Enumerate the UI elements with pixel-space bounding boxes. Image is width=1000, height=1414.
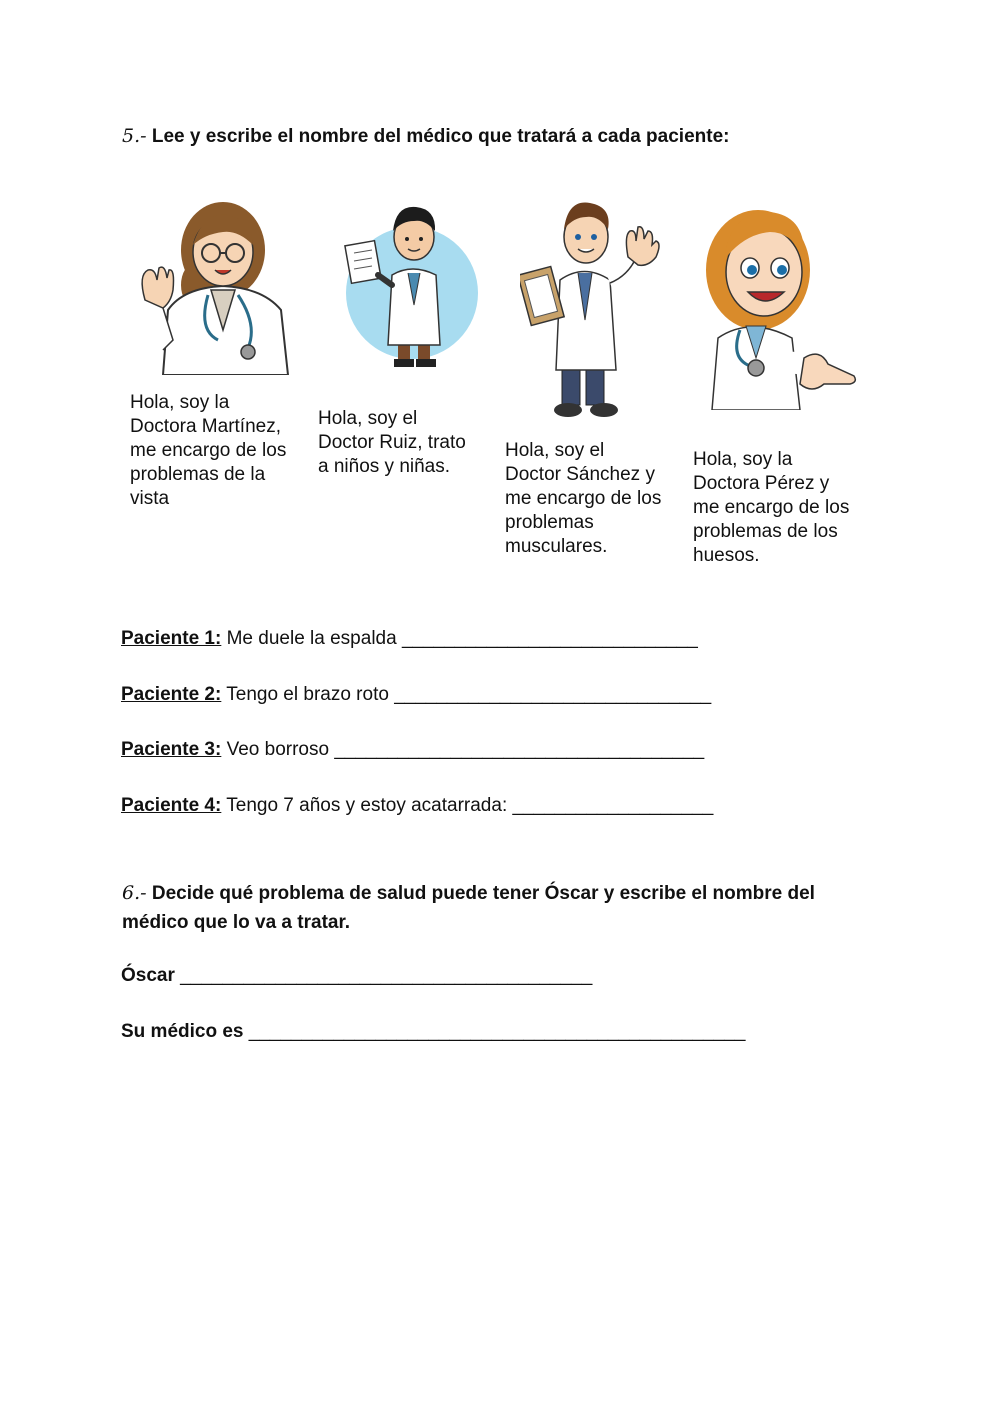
doctor-ruiz-intro [318, 407, 493, 479]
exercise-6-number: 6.- [122, 882, 147, 904]
oscar-label: Óscar [121, 965, 175, 986]
intro-line: me encargo de los [505, 488, 662, 509]
intro-line: vista [130, 488, 170, 509]
intro-line: Hola, soy el [318, 408, 418, 429]
intro-line: musculares. [505, 536, 608, 557]
oscar-row [121, 965, 592, 987]
intro-line: Hola, soy el [505, 440, 605, 461]
doctor-martinez-illustration [133, 190, 298, 375]
intro-line: Hola, soy la [693, 449, 793, 470]
patient-1-row [121, 628, 698, 650]
patient-2-text: Tengo el brazo roto [226, 684, 389, 705]
exercise-5-heading [122, 122, 729, 151]
exercise-6-line-1 [122, 879, 882, 908]
intro-line: problemas [505, 512, 594, 533]
intro-line: Doctor Sánchez y [505, 464, 655, 485]
exercise-6-heading [122, 879, 882, 937]
patient-4-label: Paciente 4: [121, 795, 222, 816]
intro-line: problemas de la [130, 464, 266, 485]
exercise-6-instruction-2: médico que lo va a tratar. [122, 912, 351, 933]
medico-label: Su médico es [121, 1021, 244, 1042]
patient-3-row [121, 739, 704, 761]
patient-1-answer-blank[interactable]: ____________________________ [401, 628, 698, 649]
doctor-sanchez-intro [505, 439, 680, 559]
oscar-answer-blank[interactable]: _______________________________________ [180, 965, 593, 986]
doctor-martinez-intro [130, 391, 305, 511]
patient-2-answer-blank[interactable]: ______________________________ [394, 684, 712, 705]
intro-line: me encargo de los [693, 497, 850, 518]
patient-4-answer-blank[interactable]: ___________________ [512, 795, 714, 816]
patient-3-answer-blank[interactable]: ___________________________________ [334, 739, 705, 760]
patient-4-row [121, 795, 713, 817]
intro-line: Doctor Ruiz, trato [318, 432, 466, 453]
doctor-perez-intro [693, 448, 873, 568]
intro-line: problemas de los [693, 521, 838, 542]
doctor-ruiz-illustration [320, 195, 492, 377]
patient-4-text: Tengo 7 años y estoy acatarrada: [226, 795, 508, 816]
doctor-sanchez-illustration [520, 195, 666, 427]
medico-answer-blank[interactable]: _______________________________________________ [248, 1021, 746, 1042]
exercise-5-instruction: Lee y escribe el nombre del médico que tratará a cada paciente: [151, 126, 730, 147]
exercise-6-instruction-1: Decide qué problema de salud puede tener Óscar y escribe el nombre del [151, 883, 815, 904]
patient-3-text: Veo borroso [226, 739, 330, 760]
intro-line: Hola, soy la [130, 392, 230, 413]
intro-line: huesos. [693, 545, 760, 566]
patient-3-label: Paciente 3: [121, 739, 222, 760]
patient-2-label: Paciente 2: [121, 684, 222, 705]
doctor-perez-illustration [700, 198, 858, 410]
intro-line: me encargo de los [130, 440, 287, 461]
exercise-5-number: 5.- [122, 125, 147, 147]
intro-line: a niños y niñas. [318, 456, 451, 477]
intro-line: Doctora Pérez y [693, 473, 830, 494]
medico-row [121, 1021, 745, 1043]
patient-2-row [121, 684, 711, 706]
patient-1-label: Paciente 1: [121, 628, 222, 649]
patient-1-text: Me duele la espalda [226, 628, 397, 649]
intro-line: Doctora Martínez, [130, 416, 281, 437]
